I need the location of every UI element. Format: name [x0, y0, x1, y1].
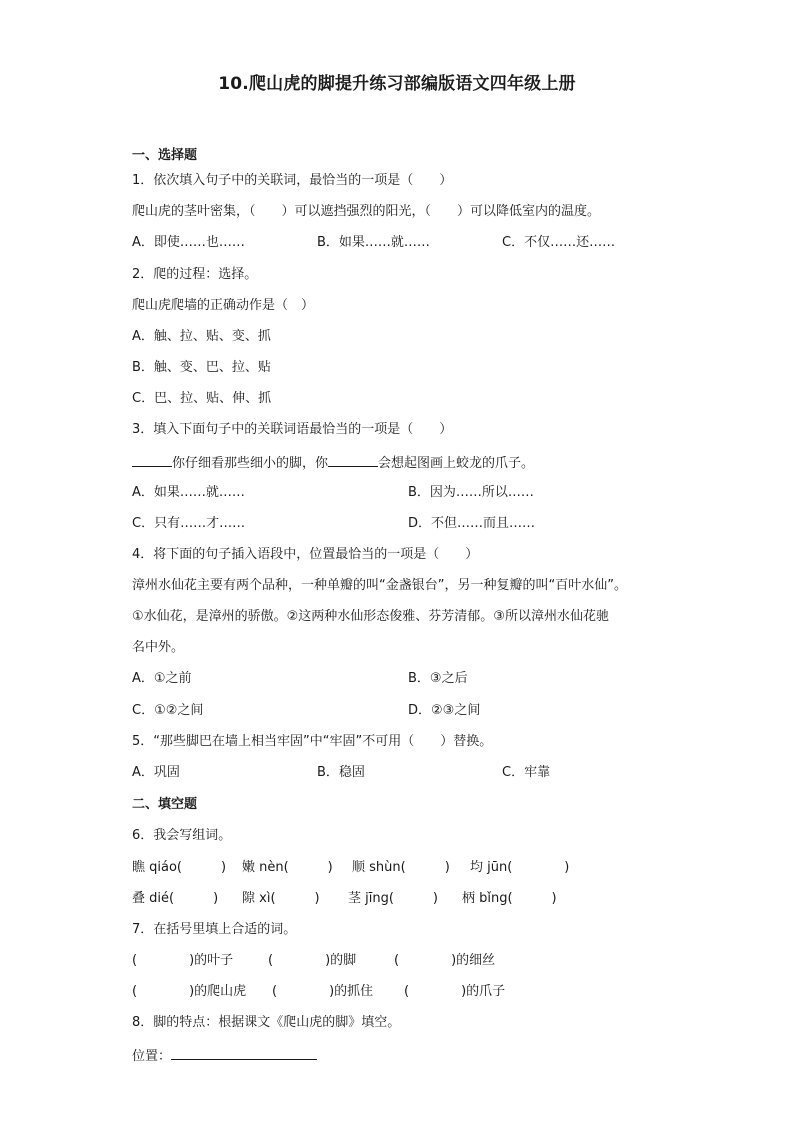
q4-option-c: C．①②之间	[132, 703, 204, 718]
q6-item-nen: 嫩 nèn( )	[242, 860, 333, 875]
q7-item-ivy: ( )的爬山虎	[132, 984, 247, 999]
q6-item-qiao: 瞧 qiáo( )	[132, 860, 227, 875]
q3-text-a: 你仔细看那些细小的脚，你	[172, 456, 329, 471]
q1-text: 爬山虎的茎叶密集，（ ）可以遮挡强烈的阳光，（ ）可以降低室内的温度。	[132, 204, 601, 219]
q4-option-b: B．③之后	[408, 671, 468, 686]
q7-item-leaves: ( )的叶子	[132, 953, 234, 968]
q1-option-b: B．如果……就……	[317, 235, 430, 250]
q2-stem: 2．爬的过程：选择。	[132, 267, 258, 282]
q8-position-blank	[171, 1045, 317, 1060]
q7-item-claws: ( )的爪子	[404, 984, 506, 999]
q6-item-shun: 顺 shùn( )	[352, 860, 450, 875]
q5-stem: 5．“那些脚巴在墙上相当牢固”中“牢固”不可用（ ）替换。	[132, 734, 493, 749]
q5-option-c: C．牢靠	[502, 765, 551, 780]
q3-option-d: D．不但……而且……	[408, 516, 536, 531]
q3-blank-2	[328, 452, 378, 467]
q3-text-b: 会想起图画上蛟龙的爪子。	[378, 456, 535, 471]
q4-option-d: D．②③之间	[408, 703, 481, 718]
q1-stem: 1．依次填入句子中的关联词，最恰当的一项是（ ）	[132, 173, 453, 188]
q5-option-b: B．稳固	[317, 765, 365, 780]
q6-item-jun: 均 jūn( )	[470, 860, 570, 875]
q7-item-grab: ( )的抓住	[272, 984, 374, 999]
q1-option-a: A．即使……也……	[132, 235, 245, 250]
section-heading-choice: 一、选择题	[132, 148, 198, 163]
q3-stem: 3．填入下面句子中的关联词语最恰当的一项是（ ）	[132, 422, 453, 437]
q3-option-c: C．只有……才……	[132, 516, 246, 531]
q6-item-jing: 茎 jīng( )	[348, 891, 438, 906]
q3-option-b: B．因为……所以……	[408, 485, 534, 500]
q4-stem: 4．将下面的句子插入语段中，位置最恰当的一项是（ ）	[132, 547, 479, 562]
q7-item-feet: ( )的脚	[268, 953, 357, 968]
q6-item-die: 叠 dié( )	[132, 891, 219, 906]
q7-item-threads: ( )的细丝	[394, 953, 496, 968]
q2-option-b: B．触、变、巴、拉、贴	[132, 360, 271, 375]
q2-text: 爬山虎爬墙的正确动作是（ ）	[132, 298, 315, 313]
q4-text-1: 漳州水仙花主要有两个品种，一种单瓣的叫“金盏银台”，另一种复瓣的叫“百叶水仙”。	[132, 578, 627, 593]
q8-stem: 8．脚的特点：根据课文《爬山虎的脚》填空。	[132, 1015, 401, 1030]
q4-text-3: 名中外。	[132, 640, 185, 655]
q3-text	[132, 452, 534, 470]
q8-position-row	[132, 1045, 317, 1063]
q7-stem: 7．在括号里填上合适的词。	[132, 922, 297, 937]
q4-option-a: A．①之前	[132, 671, 192, 686]
q3-blank-1	[132, 452, 172, 467]
q6-item-bing: 柄 bǐng( )	[462, 891, 557, 906]
q6-item-xi: 隙 xì( )	[242, 891, 320, 906]
q3-option-a: A．如果……就……	[132, 485, 245, 500]
page-title: 10.爬山虎的脚提升练习部编版语文四年级上册	[218, 74, 576, 94]
q4-text-2: ①水仙花，是漳州的骄傲。②这两种水仙形态俊雅、芬芳清郁。③所以漳州水仙花驰	[132, 609, 609, 624]
section-heading-fill: 二、填空题	[132, 797, 198, 812]
q1-option-c: C．不仅……还……	[502, 235, 616, 250]
q2-option-c: C．巴、拉、贴、伸、抓	[132, 391, 272, 406]
q8-position-label: 位置：	[132, 1049, 172, 1064]
q2-option-a: A．触、拉、贴、变、抓	[132, 329, 271, 344]
q5-option-a: A．巩固	[132, 765, 180, 780]
q6-stem: 6．我会写组词。	[132, 828, 232, 843]
